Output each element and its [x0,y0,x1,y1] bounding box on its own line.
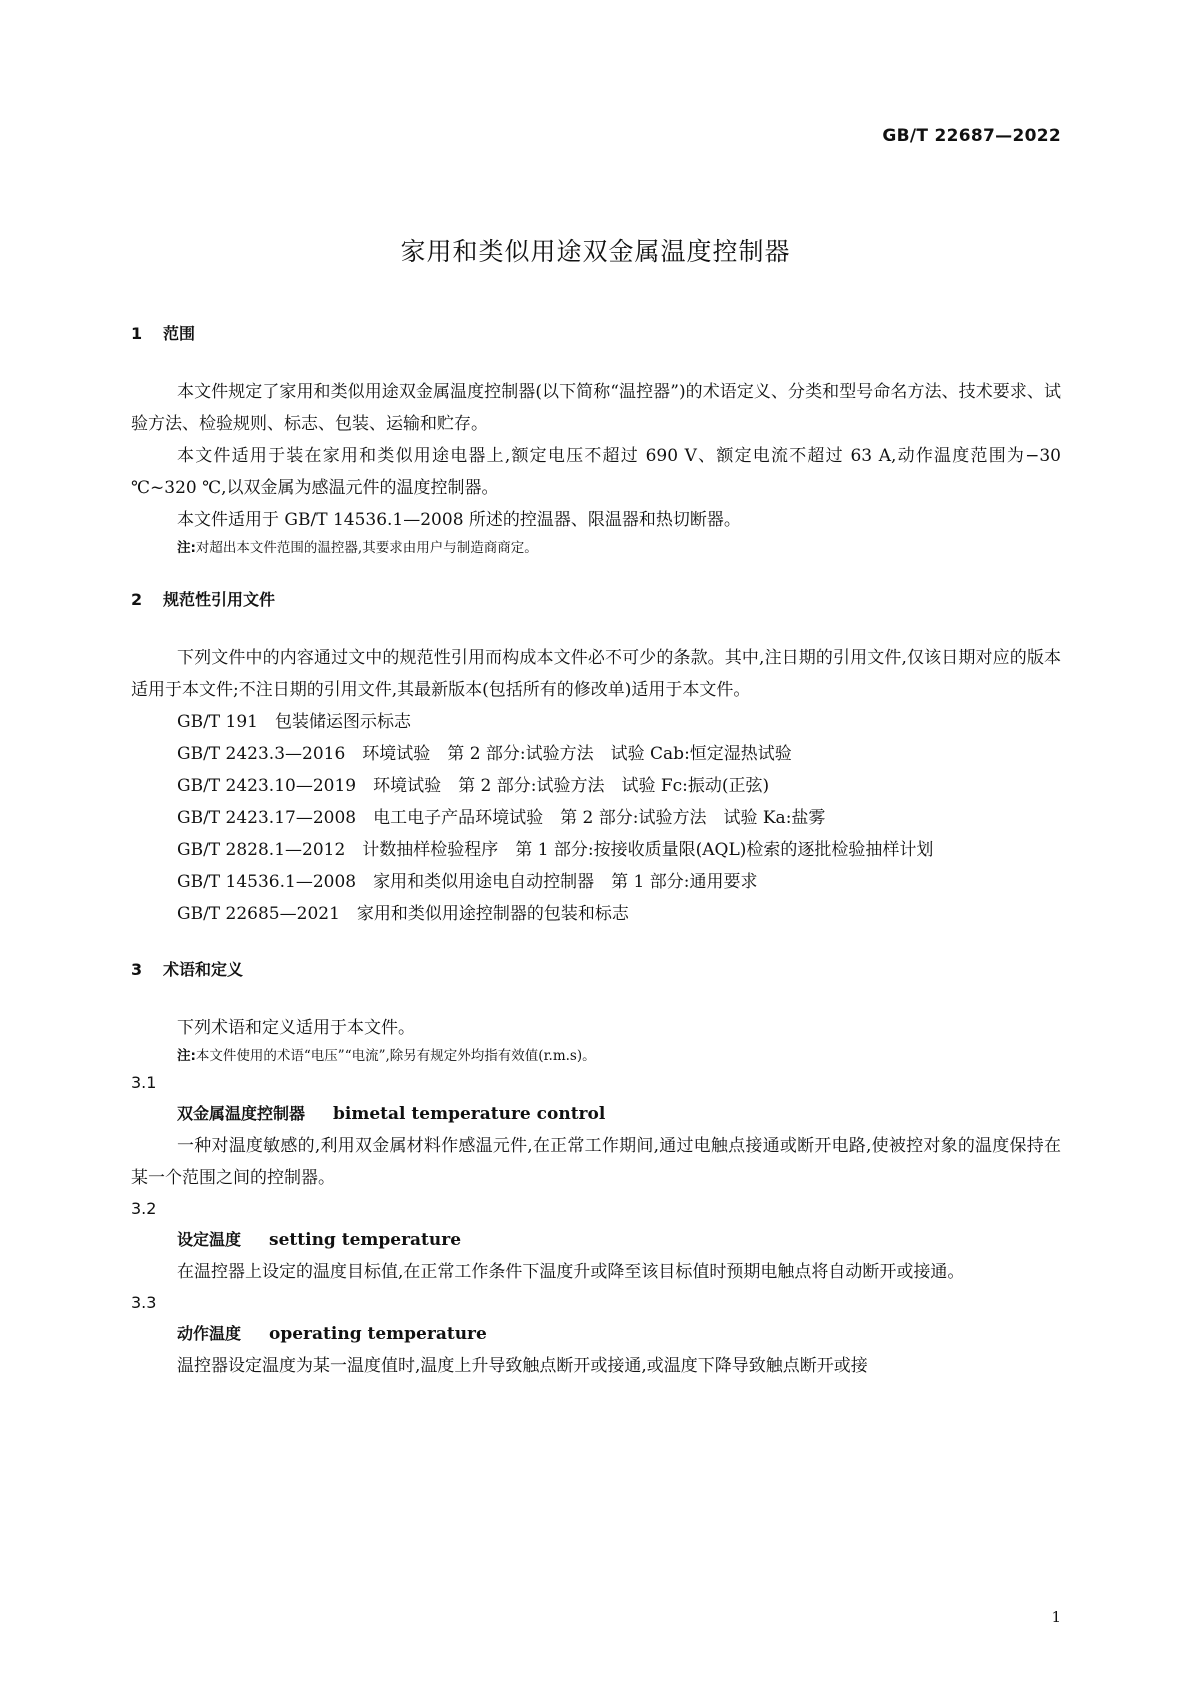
reference-item: GB/T 2828.1—2012 计数抽样检验程序 第 1 部分:按接收质量限(AQL)检索的逐批检验抽样计划 [177,840,934,860]
term-name [131,1318,1061,1350]
term-number: 3.2 [131,1199,157,1218]
note-label: 注: [177,540,196,556]
section-number: 1 [131,324,143,343]
term-definition: 在温控器上设定的温度目标值,在正常工作条件下温度升或降至该目标值时预期电触点将自动断开或接通。 [177,1262,965,1282]
paragraph: 本文件规定了家用和类似用途双金属温度控制器(以下简称“温控器”)的术语定义、分类和型号命名方法、技术要求、试验方法、检验规则、标志、包装、运输和贮存。 [131,382,1061,434]
reference-item: GB/T 14536.1—2008 家用和类似用途电自动控制器 第 1 部分:通用要求 [177,872,758,892]
section-number: 2 [131,590,143,609]
note-text: 本文件使用的术语“电压”“电流”,除另有规定外均指有效值(r.m.s)。 [195,1048,596,1064]
paragraph: 下列文件中的内容通过文中的规范性引用而构成本文件必不可少的条款。其中,注日期的引用文件,仅该日期对应的版本适用于本文件;不注日期的引用文件,其最新版本(包括所有的修改单)适用于本文件。 [131,648,1061,700]
page-number: 1 [1051,1608,1061,1626]
paragraph: 下列术语和定义适用于本文件。 [177,1018,415,1038]
section-heading-scope [131,322,1061,346]
section-title: 范围 [163,324,196,343]
reference-item: GB/T 2423.17—2008 电工电子产品环境试验 第 2 部分:试验方法 试验 Ka:盐雾 [177,808,826,828]
section-number: 3 [131,960,143,979]
term-number: 3.1 [131,1073,157,1092]
term-definition: 一种对温度敏感的,利用双金属材料作感温元件,在正常工作期间,通过电触点接通或断开电路,使被控对象的温度保持在某一个范围之间的控制器。 [131,1136,1061,1188]
term-number: 3.3 [131,1293,157,1312]
term-name-zh: 设定温度 [177,1230,242,1249]
term-name-en: operating temperature [269,1324,487,1344]
term-name-zh: 双金属温度控制器 [177,1104,306,1123]
note [131,536,1061,560]
term-name [131,1098,1061,1130]
section-title: 规范性引用文件 [163,590,276,609]
section-title: 术语和定义 [163,960,244,979]
note-text: 对超出本文件范围的温控器,其要求由用户与制造商商定。 [195,540,538,556]
paragraph: 本文件适用于 GB/T 14536.1—2008 所述的控温器、限温器和热切断器。 [177,510,741,530]
term-name-en: bimetal temperature control [333,1104,606,1124]
note-label: 注: [177,1048,196,1064]
reference-item: GB/T 22685—2021 家用和类似用途控制器的包装和标志 [177,904,629,924]
term-definition: 温控器设定温度为某一温度值时,温度上升导致触点断开或接通,或温度下降导致触点断开或接 [177,1356,868,1376]
reference-item: GB/T 191 包装储运图示标志 [177,712,411,732]
section-heading-terms-definitions [131,958,1061,982]
section-heading-normative-references [131,588,1061,612]
term-name-en: setting temperature [269,1230,462,1250]
note [131,1044,1061,1068]
document-body [131,322,1061,1382]
document-title: 家用和类似用途双金属温度控制器 [400,237,791,266]
paragraph: 本文件适用于装在家用和类似用途电器上,额定电压不超过 690 V、额定电流不超过 63 A,动作温度范围为−30 ℃~320 ℃,以双金属为感温元件的温度控制器。 [131,446,1061,498]
standard-number: GB/T 22687—2022 [882,126,1061,146]
term-name [131,1224,1061,1256]
reference-item: GB/T 2423.10—2019 环境试验 第 2 部分:试验方法 试验 Fc:振动(正弦) [177,776,770,796]
reference-item: GB/T 2423.3—2016 环境试验 第 2 部分:试验方法 试验 Cab:恒定湿热试验 [177,744,792,764]
term-name-zh: 动作温度 [177,1324,242,1343]
